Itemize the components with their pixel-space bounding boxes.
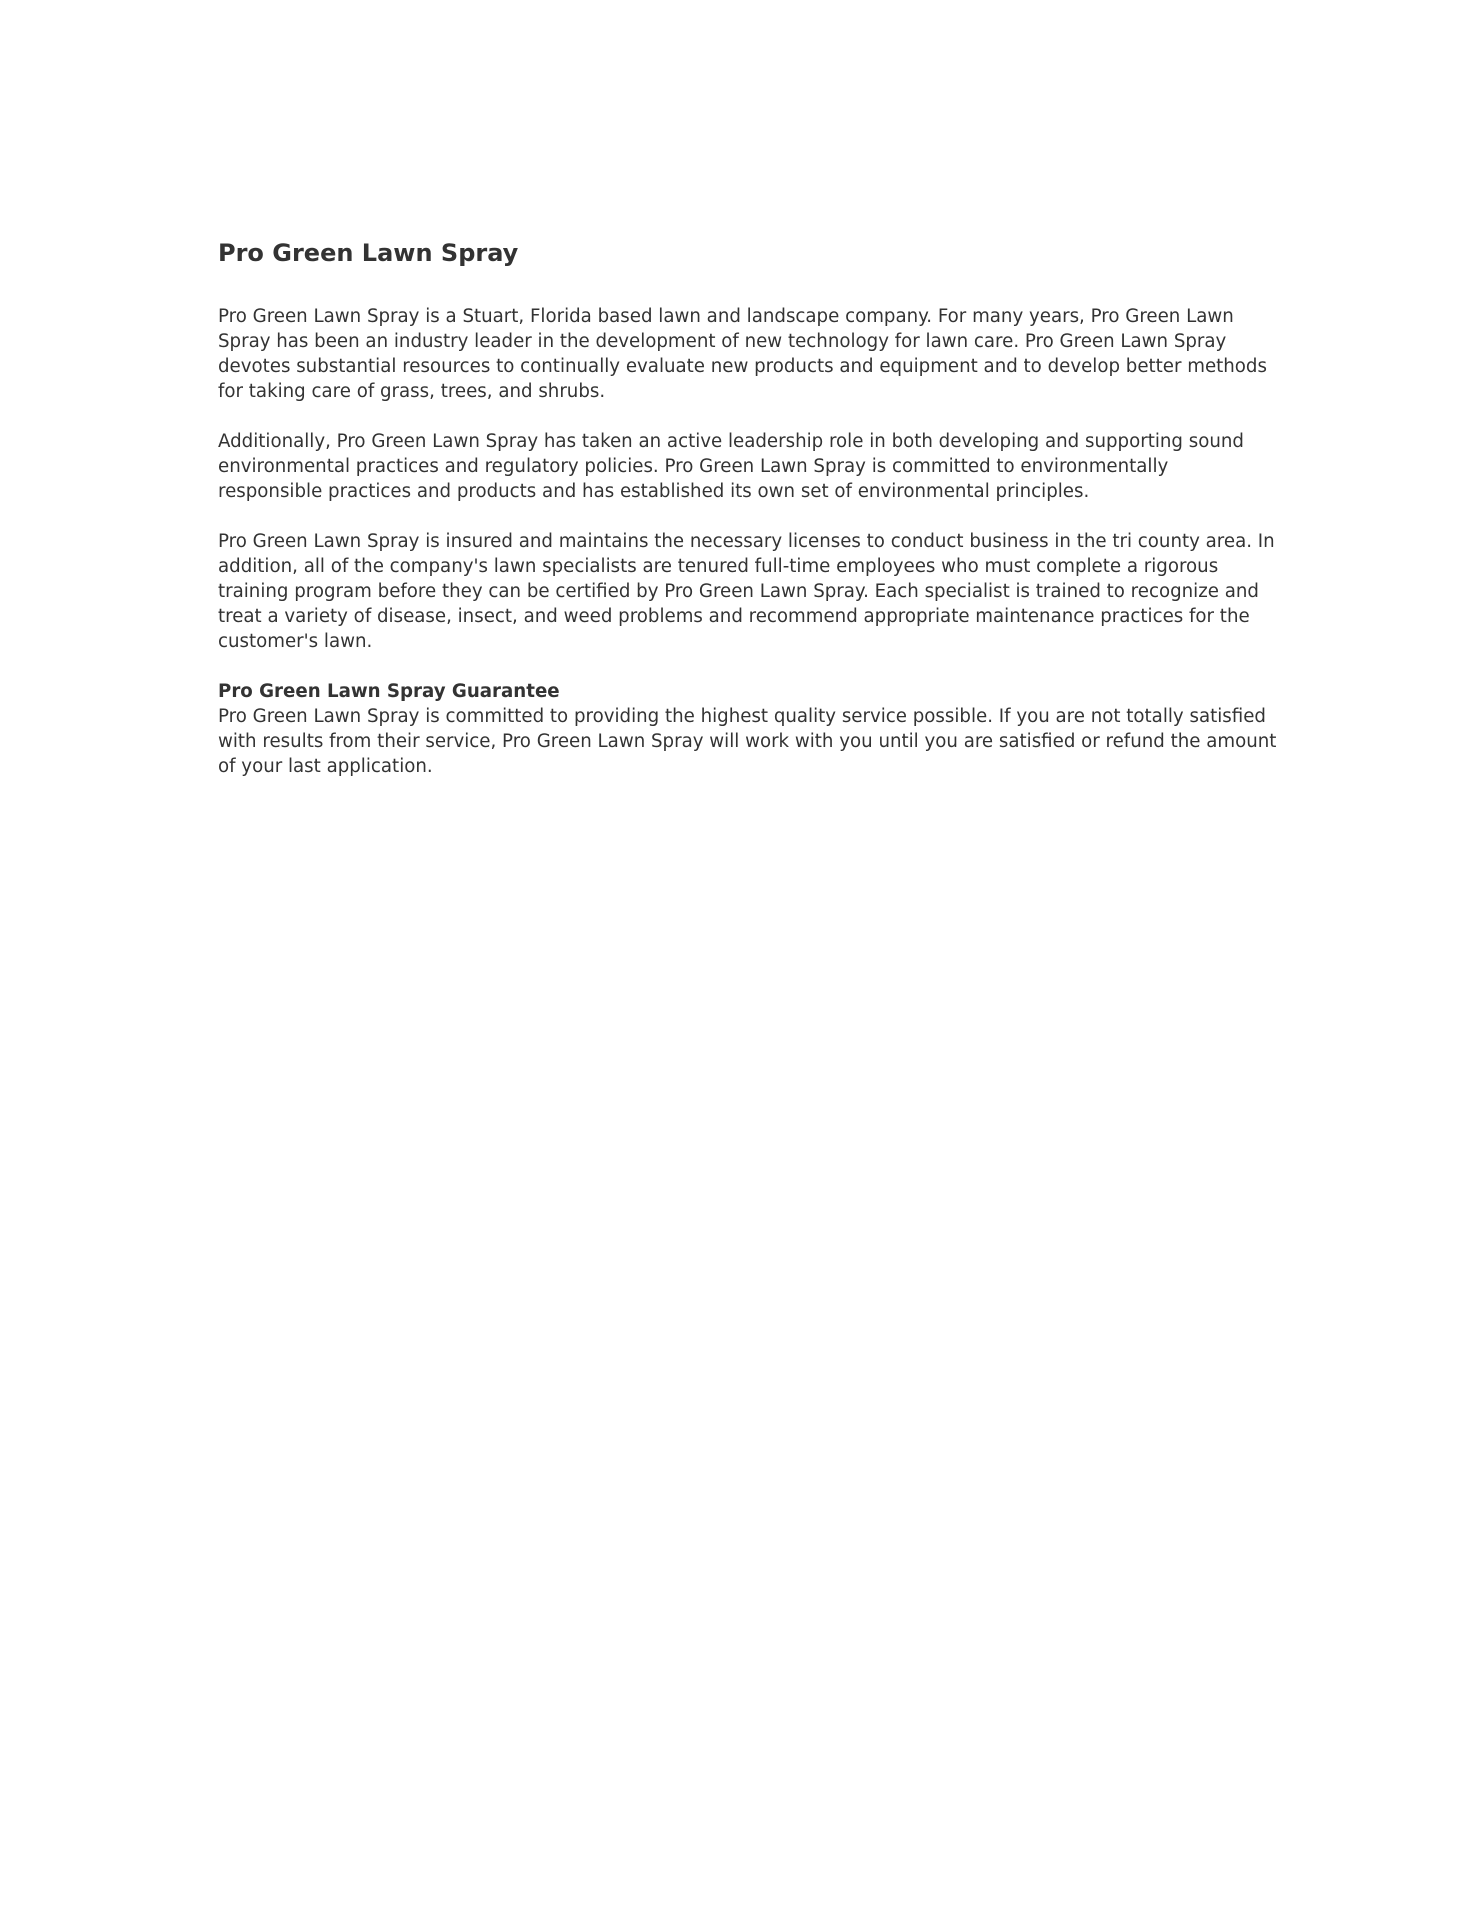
paragraph-environment: Additionally, Pro Green Lawn Spray has taken an active leadership role in both developing and supporting sound environmental practices and regulatory policies. Pro Green Lawn Spray is committed to environmentally responsible practices and products and has established its own set of environmental principles. (218, 431, 1244, 502)
guarantee-text: Pro Green Lawn Spray is committed to providing the highest quality service possible. If you are not totally satisfied with results from their service, Pro Green Lawn Spray will work with you until you are satisfied or refund the amount of your last application. (218, 706, 1277, 777)
document-body (218, 236, 1278, 804)
guarantee-section (218, 679, 1278, 779)
guarantee-heading: Pro Green Lawn Spray Guarantee (218, 681, 560, 702)
paragraph-intro: Pro Green Lawn Spray is a Stuart, Florida based lawn and landscape company. For many years, Pro Green Lawn Spray has been an industry leader in the development of new technology for lawn care. Pro Green Lawn Spray devotes substantial resources to continually evaluate new products and equipment and to develop better methods for taking care of grass, trees, and shrubs. (218, 306, 1267, 402)
paragraph-licensing: Pro Green Lawn Spray is insured and maintains the necessary licenses to conduct business in the tri county area. In addition, all of the company's lawn specialists are tenured full-time employees who must complete a rigorous training program before they can be certified by Pro Green Lawn Spray. Each specialist is trained to recognize and treat a variety of disease, insect, and weed problems and recommend appropriate maintenance practices for the customer's lawn. (218, 531, 1275, 652)
page-title: Pro Green Lawn Spray (218, 239, 519, 267)
